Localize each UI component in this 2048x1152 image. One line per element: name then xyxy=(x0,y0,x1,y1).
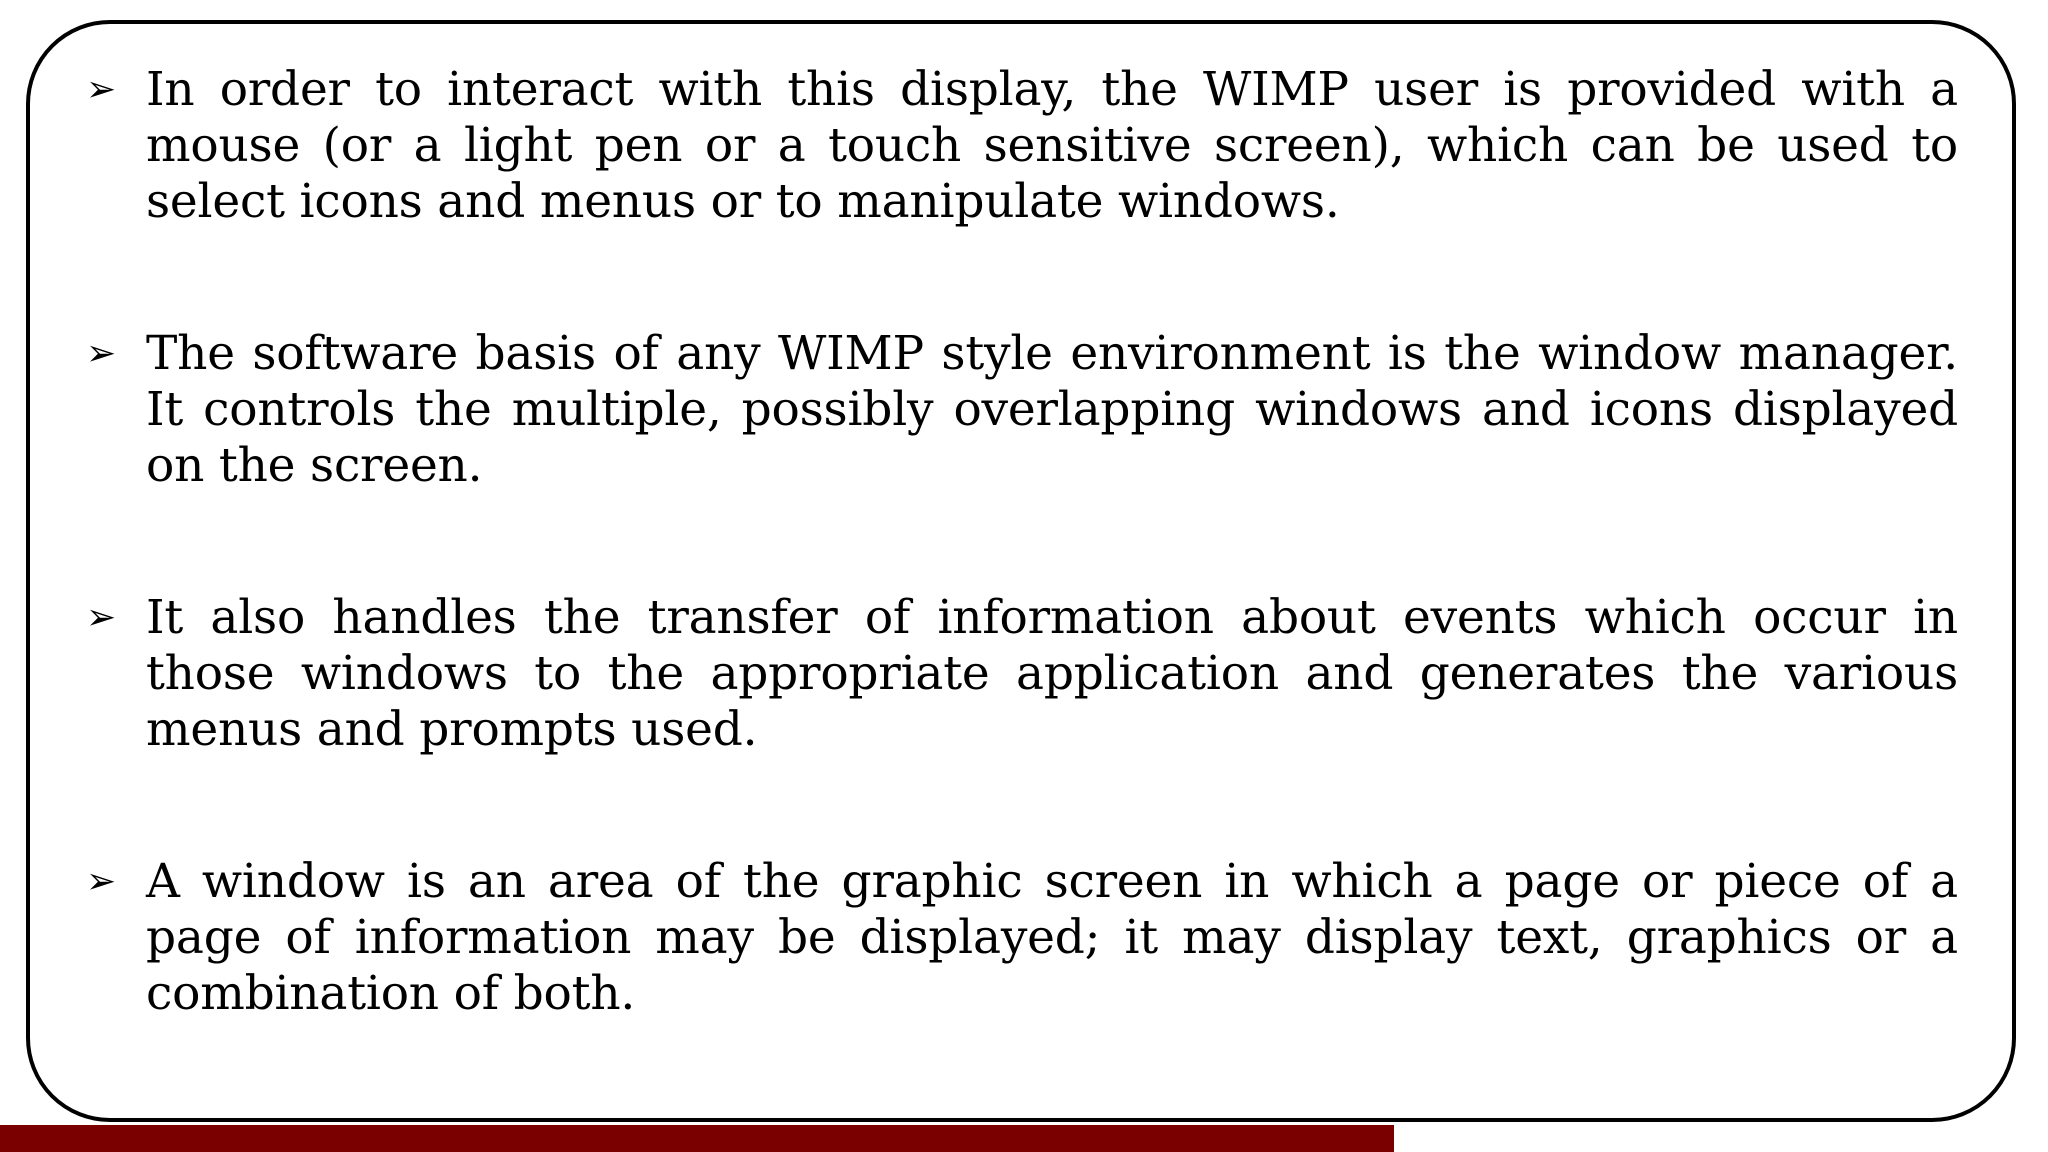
bullet-item xyxy=(86,590,1958,758)
arrowhead-bullet-icon: ➢ xyxy=(86,333,117,374)
arrowhead-bullet-icon: ➢ xyxy=(86,597,117,638)
bullet-text: The software basis of any WIMP style environment is the window manager. It controls the multiple, possibly overlapping windows and icons displayed on the screen. xyxy=(146,326,1958,493)
bullet-text: It also handles the transfer of information about events which occur in those windows to the appropriate application and generates the various menus and prompts used. xyxy=(146,590,1958,757)
bullet-text: In order to interact with this display, the WIMP user is provided with a mouse (or a light pen or a touch sensitive screen), which can be used to select icons and menus or to manipulate windows. xyxy=(146,62,1958,229)
bullet-item xyxy=(86,62,1958,230)
bullet-list xyxy=(86,62,1958,1022)
arrowhead-bullet-icon: ➢ xyxy=(86,861,117,902)
bullet-text: A window is an area of the graphic screen in which a page or piece of a page of information may be displayed; it may display text, graphics or a combination of both. xyxy=(146,854,1958,1021)
bullet-item xyxy=(86,326,1958,494)
bullet-item xyxy=(86,854,1958,1022)
arrowhead-bullet-icon: ➢ xyxy=(86,69,117,110)
footer-accent-bar xyxy=(0,1125,1394,1152)
